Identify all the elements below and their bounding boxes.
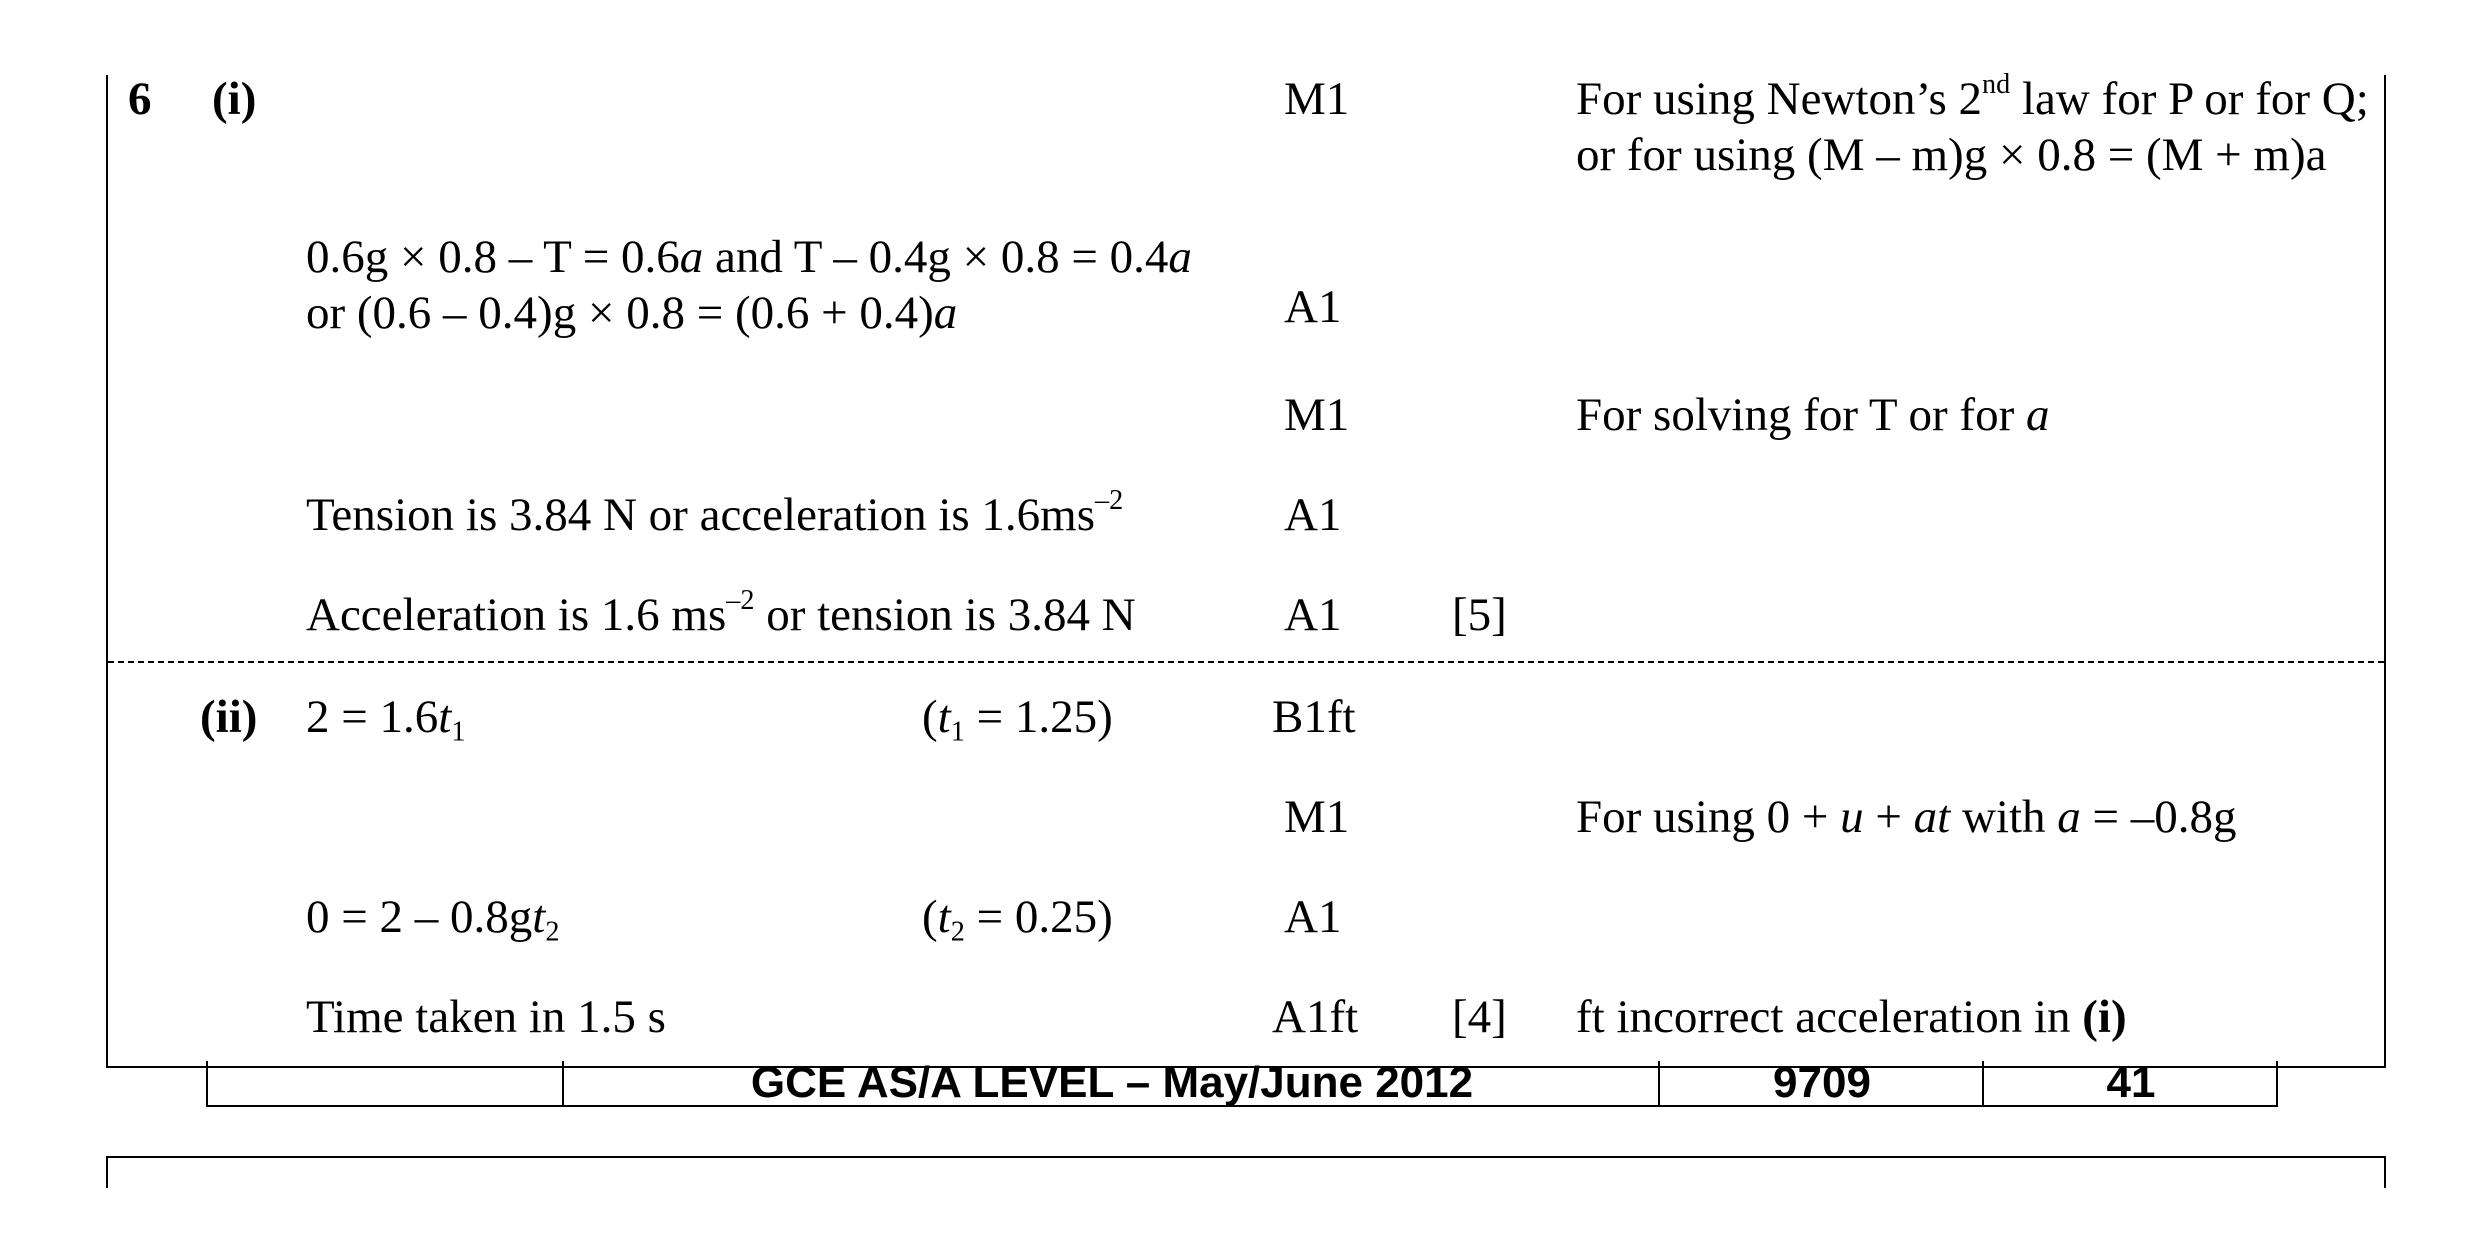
footer-code: 9709 [1658, 1061, 1984, 1107]
mark-ii-3: A1 [1284, 891, 1342, 943]
mark-ii-1: B1ft [1272, 691, 1356, 743]
mark-i-2: A1 [1284, 281, 1342, 333]
mark-ii-4: A1ft [1272, 991, 1359, 1043]
guidance-ii-2: For using 0 + u + at with a = –0.8g [1576, 791, 2237, 843]
total-ii: [4] [1452, 991, 1507, 1043]
footer-blank-cell [206, 1061, 564, 1107]
mark-i-5: A1 [1284, 589, 1342, 641]
mark-ii-2: M1 [1284, 791, 1350, 843]
answer-ii-4: Time taken in 1.5 s [306, 991, 666, 1043]
mark-i-4: A1 [1284, 489, 1342, 541]
working-ii-1: $(t_1 = 1.25)$ [922, 691, 1113, 748]
answer-i-4: Tension is 3.84 N or acceleration is $1.6ms^{-2}$ [306, 484, 1124, 541]
total-i: [5] [1452, 589, 1507, 641]
answer-i-5: Acceleration is 1.6 $ms^{-2}$ or tension is 3.84 N [306, 584, 1136, 641]
answer-i-2-line2: or (0.6 – 0.4)g × 0.8 = (0.6 + 0.4)a [306, 287, 958, 339]
footer-syllabus: GCE AS/A LEVEL – May/June 2012 [562, 1061, 1660, 1107]
mark-i-1: M1 [1284, 73, 1350, 125]
answer-ii-1: $2 = 1.6t_1$ [306, 691, 466, 748]
guidance-i-1-line1: For using Newton’s 2nd law for P or for Q; [1576, 68, 2369, 125]
guidance-ii-4: ft incorrect acceleration in (i) [1576, 991, 2127, 1043]
guidance-i-3: For solving for T or for a [1576, 389, 2050, 441]
part-label-ii: (ii) [200, 691, 258, 743]
part-separator [108, 661, 2384, 663]
part-label-i: (i) [212, 73, 257, 125]
next-table-right-border [2384, 1156, 2386, 1188]
table-right-border [2384, 75, 2386, 1068]
mark-i-3: M1 [1284, 389, 1350, 441]
working-ii-3: $(t_2 = 0.25)$ [922, 891, 1113, 948]
question-number: 6 [128, 73, 152, 125]
answer-ii-3: $0 = 2 - 0.8gt_2$ [306, 891, 560, 948]
footer-paper: 41 [1982, 1061, 2278, 1107]
table-left-border [106, 75, 108, 1068]
answer-i-2-line1: 0.6g × 0.8 – T = 0.6a and T – 0.4g × 0.8 = 0.4a [306, 231, 1192, 283]
next-table-left-border [106, 1156, 108, 1188]
guidance-i-1-line2: or for using (M – m)g × 0.8 = (M + m)a [1576, 129, 2327, 181]
next-table-top-border [106, 1156, 2386, 1158]
